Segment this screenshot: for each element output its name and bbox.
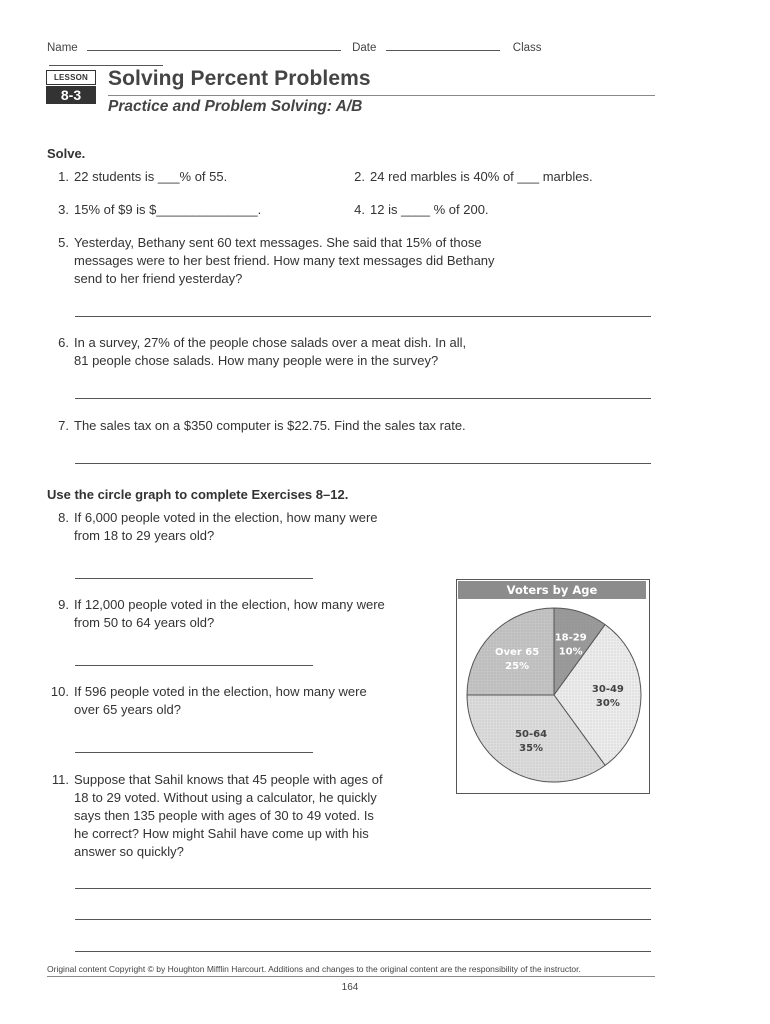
question-4 <box>343 201 653 219</box>
pie-chart-svg <box>458 600 646 790</box>
question-11 <box>47 771 427 861</box>
answer-line-10[interactable] <box>75 752 313 753</box>
lesson-number: 8-3 <box>46 86 96 104</box>
class-field[interactable] <box>49 54 163 66</box>
copyright-notice: Original content Copyright © by Houghton Mifflin Harcourt. Additions and changes to the original content are the responsibility of the instructor. <box>47 964 581 974</box>
question-text: 24 red marbles is 40% of ___ marbles. <box>370 169 593 184</box>
pie-value-label: 30% <box>595 698 620 709</box>
footer-divider <box>47 976 655 977</box>
date-field[interactable] <box>386 39 500 51</box>
question-number: 1. <box>58 169 69 184</box>
lesson-label: LESSON <box>46 70 96 85</box>
pie-label: 18-29 <box>554 632 587 644</box>
question-number: 4. <box>354 202 365 217</box>
page-number: 164 <box>341 982 359 993</box>
question-number: 9. <box>58 597 69 612</box>
answer-line-6[interactable] <box>75 398 651 399</box>
question-8 <box>47 509 427 545</box>
question-text-line: over 65 years old? <box>74 702 181 717</box>
question-number: 8. <box>58 510 69 525</box>
section-heading-solve: Solve. <box>47 146 86 161</box>
name-label: Name <box>47 42 78 54</box>
question-number: 11. <box>51 772 69 787</box>
question-1 <box>47 168 347 186</box>
question-text-line: send to her friend yesterday? <box>74 271 243 286</box>
question-text: The sales tax on a $350 computer is $22.75. Find the sales tax rate. <box>74 418 466 433</box>
question-text-line: from 18 to 29 years old? <box>74 528 215 543</box>
pie-value-label: 10% <box>558 646 583 658</box>
question-number: 6. <box>58 335 69 350</box>
lesson-badge <box>46 70 96 104</box>
question-text-line: says then 135 people with ages of 30 to 49 voted. Is <box>74 808 374 823</box>
question-text-line: If 6,000 people voted in the election, how many were <box>74 510 378 525</box>
title-divider <box>108 95 655 96</box>
question-number: 10. <box>50 684 69 699</box>
question-text-line: he correct? How might Sahil have come up with his <box>74 826 369 841</box>
question-text-line: from 50 to 64 years old? <box>74 615 215 630</box>
question-text-line: answer so quickly? <box>74 844 184 859</box>
question-text-line: messages were to her best friend. How many text messages did Bethany <box>74 253 495 268</box>
question-2 <box>343 168 653 186</box>
question-number: 7. <box>58 418 69 433</box>
question-10 <box>47 683 427 719</box>
student-info-row <box>47 39 651 69</box>
section-heading-circle-graph: Use the circle graph to complete Exercises 8–12. <box>47 487 349 502</box>
question-7 <box>47 417 647 435</box>
question-text-line: Suppose that Sahil knows that 45 people with ages of <box>74 772 383 787</box>
question-5 <box>47 234 647 288</box>
question-text: 12 is ____ % of 200. <box>370 202 489 217</box>
question-text-line: If 596 people voted in the election, how many were <box>74 684 367 699</box>
question-text: 22 students is ___% of 55. <box>74 169 228 184</box>
pie-label: Over 65 <box>495 647 540 659</box>
lesson-subtitle: Practice and Problem Solving: A/B <box>108 98 363 115</box>
answer-line-11c[interactable] <box>75 951 651 952</box>
question-number: 2. <box>354 169 365 184</box>
pie-label: 50-64 <box>515 729 548 740</box>
pie-value-label: 25% <box>505 661 530 673</box>
question-6 <box>47 334 647 370</box>
answer-line-5[interactable] <box>75 316 651 317</box>
class-label: Class <box>512 42 542 54</box>
answer-line-7[interactable] <box>75 463 651 464</box>
answer-line-9[interactable] <box>75 665 313 666</box>
pie-label: 30-49 <box>591 684 624 695</box>
question-text-line: In a survey, 27% of the people chose salads over a meat dish. In all, <box>74 335 467 350</box>
pie-value-label: 35% <box>519 743 544 754</box>
question-text-line: If 12,000 people voted in the election, how many were <box>74 597 385 612</box>
answer-line-11a[interactable] <box>75 888 651 889</box>
chart-title: Voters by Age <box>458 581 646 599</box>
question-number: 3. <box>58 202 69 217</box>
question-text-line: 81 people chose salads. How many people were in the survey? <box>74 353 439 368</box>
answer-line-8[interactable] <box>75 578 313 579</box>
question-text-line: 18 to 29 voted. Without using a calculator, he quickly <box>74 790 377 805</box>
lesson-title: Solving Percent Problems <box>108 67 371 90</box>
name-field[interactable] <box>87 39 341 51</box>
question-3 <box>47 201 347 219</box>
question-text-line: Yesterday, Bethany sent 60 text messages. She said that 15% of those <box>74 235 482 250</box>
answer-line-11b[interactable] <box>75 919 651 920</box>
question-number: 5. <box>58 235 69 250</box>
question-text: 15% of $9 is $______________. <box>74 202 262 217</box>
question-9 <box>47 596 427 632</box>
date-label: Date <box>352 42 377 54</box>
